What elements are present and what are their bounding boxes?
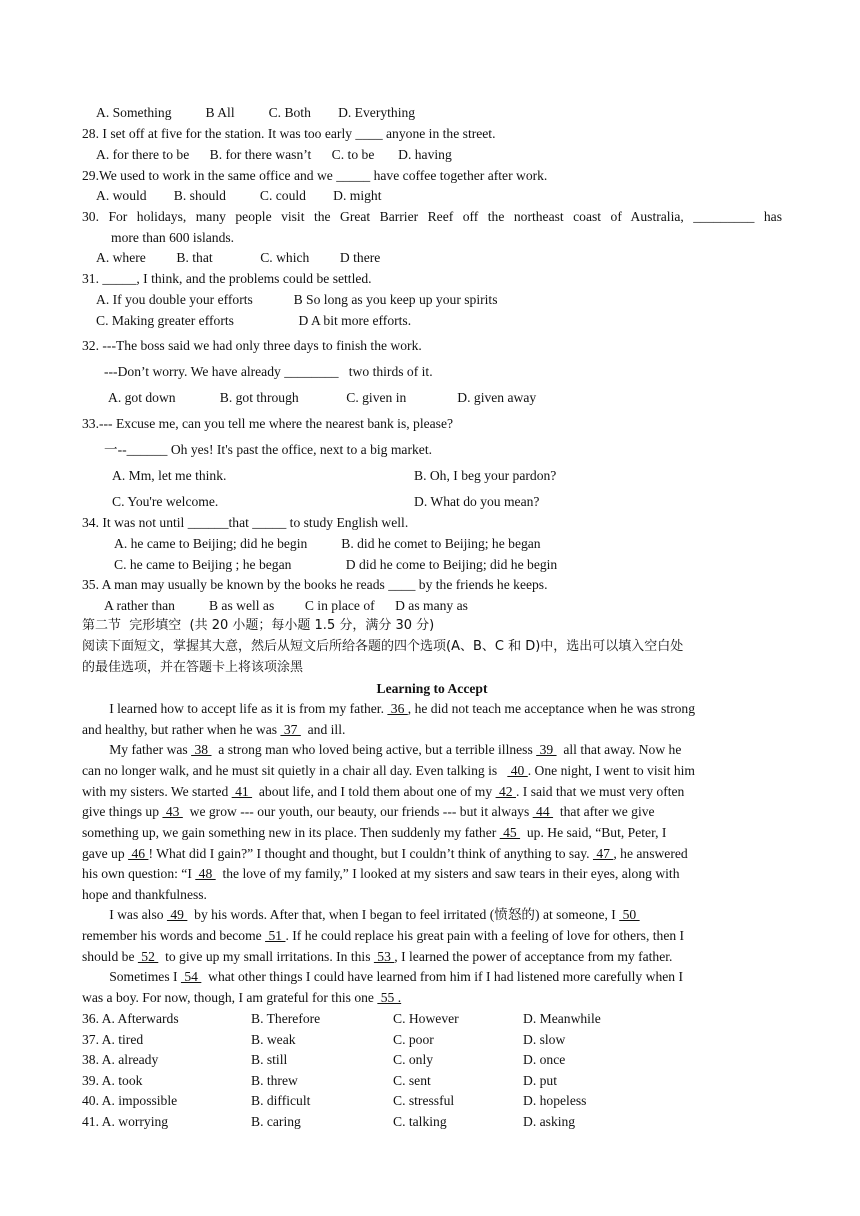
instruction-line-2: 的最佳选项，并在答题卡上将该项涂黑 [82,660,304,675]
blank-43: 43 [162,804,183,819]
option-b: B. still [251,1052,288,1068]
passage-line: Sometimes I 54 what other things I could have learned from him if I had listened more carefully when I [82,969,683,984]
question-35: 35. A man may usually be known by the books he reads ____ by the friends he keeps. [82,577,548,592]
option-d: D. Meanwhile [523,1011,601,1026]
question-34: 34. It was not until ______that _____ to study English well. [82,515,409,530]
blank-36: 36 [387,701,408,716]
blank-40: 40 [507,763,528,778]
q33-option-c: C. You're welcome. [112,494,219,509]
option-c: C. sent [393,1072,431,1088]
q31-options-1: A. If you double your efforts B So long as you keep up your spirits [96,292,498,307]
q33-option-d: D. What do you mean? [414,494,540,509]
option-b: B. caring [251,1114,301,1129]
blank-49: 49 [166,907,188,922]
blank-55: 55 . [377,990,402,1005]
passage-line: can no longer walk, and he must sit quietly in a chair all day. Even talking is 40 . One night, I went to visit him [82,763,696,778]
passage-line: give things up 43 we grow --- our youth, our beauty, our friends --- but it always 44 that after we give [82,804,655,819]
q31-options-2: C. Making greater efforts D A bit more efforts. [96,313,412,328]
blank-45: 45 [499,825,521,840]
section-2-heading: 第二节 完形填空 (共 20 小题；每小题 1.5 分，满分 30 分) [82,618,435,633]
option-b: B. Therefore [251,1011,321,1026]
q35-options: A rather than B as well as C in place of D as many as [104,598,468,613]
blank-39: 39 [536,742,557,757]
option-number-a: 36. A. Afterwards [82,1011,179,1026]
passage-line: with my sisters. We started 41 about life, and I told them about one of my 42 . I said that we must very often [82,784,685,799]
blank-53: 53 [373,949,395,964]
blank-38: 38 [191,742,212,757]
q33-option-b: B. Oh, I beg your pardon? [414,468,557,483]
q28-options: A. for there to be B. for there wasn’t C. to be D. having [96,147,452,162]
option-d: D. hopeless [523,1093,587,1109]
passage-line: remember his words and become 51 . If he could replace his great pain with a feeling of love for others, then I [82,928,685,943]
blank-44: 44 [532,804,554,819]
question-29: 29.We used to work in the same office and we _____ have coffee together after work. [82,168,548,183]
question-32: 32. ---The boss said we had only three days to finish the work. [82,338,422,353]
question-30-cont: more than 600 islands. [111,230,235,245]
blank-54: 54 [180,969,202,984]
option-b: B. weak [251,1031,296,1047]
passage-title: Learning to Accept [376,681,488,696]
blank-37: 37 [280,722,301,737]
blank-50: 50 [619,907,640,922]
option-c: C. poor [393,1031,434,1047]
blank-51: 51 [265,928,286,943]
option-number-a: 40. A. impossible [82,1093,178,1109]
option-c: C. stressful [393,1093,455,1109]
instruction-line-1: 阅读下面短文，掌握其大意，然后从短文后所给各题的四个选项(A、B、C 和 D)中，选出可以填入空白处 [82,639,684,654]
option-c: C. only [393,1052,434,1068]
passage-line: should be 52 to give up my small irritations. In this 53 , I learned the power of acceptance from my father. [82,949,673,964]
passage-line: his own question: “I 48 the love of my family,” I looked at my sisters and saw tears in their eyes, along with [82,866,680,881]
q27-options: A. Something B All C. Both D. Everything [96,105,416,120]
question-30: 30. For holidays, many people visit the Great Barrier Reef off the northeast coast of Australia, _________ has [82,209,782,224]
passage-line: gave up 46 ! What did I gain?” I thought and thought, but I couldn’t think of anything to say. 47 , he answered [82,846,688,861]
q34-options-2: C. he came to Beijing ; he began D did he come to Beijing; did he begin [114,557,558,572]
blank-42: 42 [495,784,516,799]
passage-line: and healthy, but rather when he was 37 and ill. [82,722,346,737]
question-28: 28. I set off at five for the station. It was too early ____ anyone in the street. [82,126,496,141]
option-number-a: 41. A. worrying [82,1114,169,1129]
option-d: D. put [523,1072,557,1088]
option-d: D. slow [523,1031,566,1047]
option-number-a: 39. A. took [82,1072,143,1088]
q29-options: A. would B. should C. could D. might [96,188,382,203]
question-33-reply: 一--______ Oh yes! It's past the office, next to a big market. [104,442,432,457]
option-c: C. However [393,1011,459,1026]
blank-48: 48 [195,866,216,881]
option-number-a: 37. A. tired [82,1031,144,1047]
question-33: 33.--- Excuse me, can you tell me where the nearest bank is, please? [82,416,454,431]
passage-line: was a boy. For now, though, I am grateful for this one 55 . [82,990,402,1005]
passage-line: hope and thankfulness. [82,887,207,902]
blank-47: 47 [592,846,614,861]
question-31: 31. _____, I think, and the problems could be settled. [82,271,372,286]
passage-line: My father was 38 a strong man who loved being active, but a terrible illness 39 all that away. Now he [82,742,682,757]
q30-options: A. where B. that C. which D there [96,250,381,265]
q34-options-1: A. he came to Beijing; did he begin B. did he comet to Beijing; he began [114,536,541,551]
q33-option-a: A. Mm, let me think. [112,468,227,483]
blank-52: 52 [137,949,159,964]
option-d: D. asking [523,1114,576,1129]
option-b: B. threw [251,1072,298,1088]
option-d: D. once [523,1052,566,1068]
question-32-reply: ---Don’t worry. We have already ________ two thirds of it. [104,364,433,379]
passage-line: I learned how to accept life as it is from my father. 36 , he did not teach me acceptance when he was strong [82,701,696,716]
q32-options: A. got down B. got through C. given in D. given away [108,390,537,405]
option-number-a: 38. A. already [82,1052,159,1068]
option-c: C. talking [393,1114,447,1129]
passage-line: I was also 49 by his words. After that, when I began to feel irritated (愤怒的) at someone, I 50 [82,907,640,922]
option-b: B. difficult [251,1093,311,1109]
blank-41: 41 [231,784,253,799]
blank-46: 46 [128,846,149,861]
passage-line: something up, we gain something new in its place. Then suddenly my father 45 up. He said, “But, Peter, I [82,825,667,840]
